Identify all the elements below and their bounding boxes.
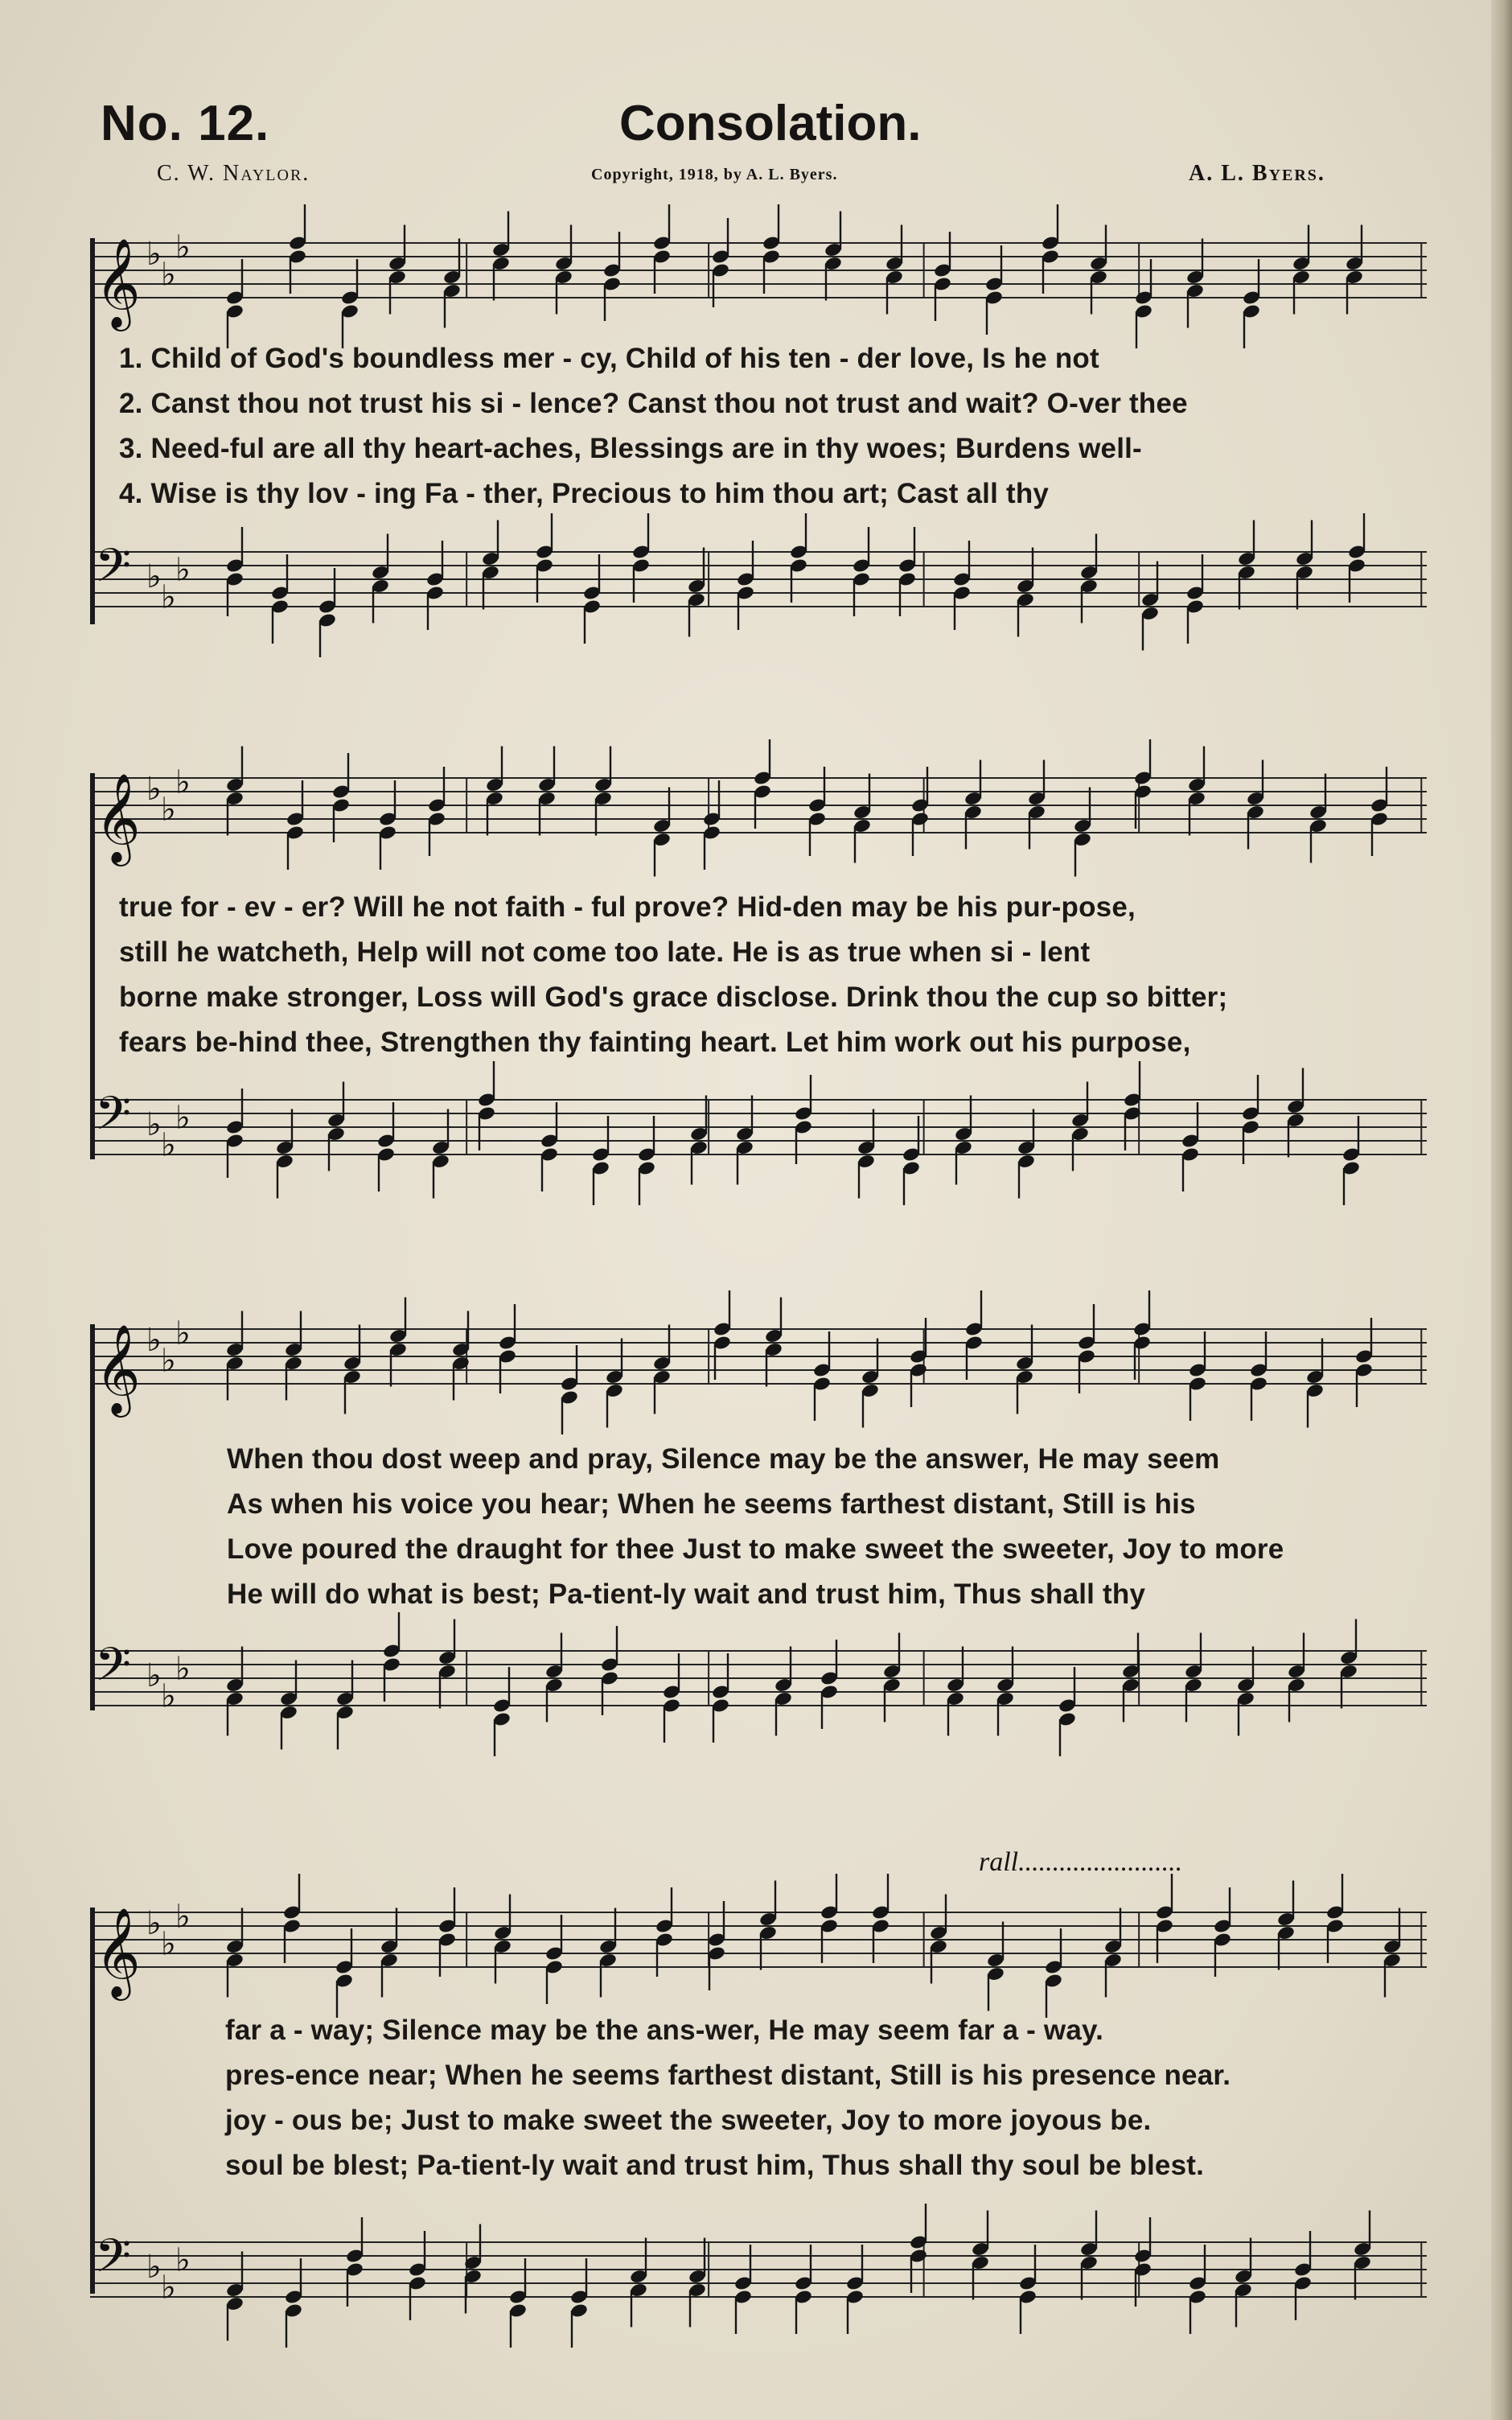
hymn-title: Consolation. — [619, 96, 922, 151]
lyric-verse-4: soul be blest; Pa-tient-ly wait and trust him, Thus shall thy soul be blest. — [225, 2150, 1205, 2181]
svg-text:♭: ♭ — [175, 1099, 191, 1137]
lyricist-credit: C. W. Naylor. — [157, 161, 310, 186]
lyrics-block-3 — [227, 1437, 1512, 1617]
svg-text:♭: ♭ — [146, 1657, 162, 1694]
lyric-verse-3: 3. Need-ful are all thy heart-aches, Blessings are in thy woes; Burdens well- — [119, 433, 1142, 464]
svg-text:♭: ♭ — [175, 1650, 191, 1688]
lyrics-block-1 — [119, 336, 1438, 517]
svg-text:♭: ♭ — [175, 2241, 191, 2279]
lyric-verse-1: 1. Child of God's boundless mer - cy, Child of his ten - der love, Is he not — [119, 343, 1099, 374]
svg-text:♭: ♭ — [161, 1342, 176, 1380]
rallentando-marking: rall........................ — [979, 1847, 1183, 1877]
svg-text:♭: ♭ — [175, 228, 191, 266]
bass-staff-4 — [90, 2225, 1435, 2361]
svg-text:♭: ♭ — [161, 1126, 176, 1164]
svg-text:𝄢: 𝄢 — [95, 1086, 132, 1152]
svg-text:♭: ♭ — [146, 236, 162, 273]
lyric-verse-1: far a - way; Silence may be the ans-wer, He may seem far a - way. — [225, 2015, 1104, 2046]
svg-text:♭: ♭ — [175, 551, 191, 589]
svg-text:𝄢: 𝄢 — [95, 2229, 132, 2294]
hymn-number: No. 12. — [101, 96, 270, 151]
lyric-verse-2: As when his voice you hear; When he seems farthest distant, Still is his — [227, 1488, 1196, 1520]
treble-staff-3 — [90, 1311, 1435, 1448]
system-bar-3 — [90, 1311, 100, 1762]
system-bar-2 — [90, 760, 100, 1211]
svg-text:𝄞: 𝄞 — [95, 1323, 141, 1414]
bass-staff-3 — [90, 1633, 1435, 1770]
svg-text:♭: ♭ — [146, 1322, 162, 1359]
svg-text:♭: ♭ — [161, 578, 176, 616]
composer-credit: A. L. Byers. — [1189, 161, 1325, 186]
bass-staff-2 — [90, 1082, 1435, 1219]
svg-text:𝄞: 𝄞 — [95, 772, 141, 862]
svg-text:♭: ♭ — [175, 1898, 191, 1936]
lyric-verse-3: joy - ous be; Just to make sweet the sweeter, Joy to more joyous be. — [225, 2105, 1152, 2136]
system-bar-1 — [90, 225, 100, 676]
lyric-verse-2: 2. Canst thou not trust his si - lence? Canst thou not trust and wait? O-ver thee — [119, 388, 1188, 419]
system-bar-4 — [90, 1895, 100, 2345]
svg-text:♭: ♭ — [161, 1677, 176, 1715]
svg-text:𝄢: 𝄢 — [95, 538, 132, 604]
svg-text:♭: ♭ — [146, 558, 162, 595]
lyric-verse-1: When thou dost weep and pray, Silence may be the answer, He may seem — [227, 1443, 1220, 1475]
svg-text:♭: ♭ — [175, 1315, 191, 1352]
lyric-verse-4: fears be-hind thee, Strengthen thy fainting heart. Let him work out his purpose, — [119, 1027, 1191, 1058]
lyric-verse-4: 4. Wise is thy lov - ing Fa - ther, Precious to him thou art; Cast all thy — [119, 478, 1050, 509]
lyrics-block-2 — [119, 885, 1438, 1065]
svg-text:♭: ♭ — [161, 1925, 176, 1963]
treble-staff-2 — [90, 760, 1435, 897]
svg-text:♭: ♭ — [146, 1905, 162, 1942]
bass-staff-1 — [90, 534, 1435, 671]
svg-text:♭: ♭ — [146, 1106, 162, 1143]
lyric-verse-4: He will do what is best; Pa-tient-ly wait and trust him, Thus shall thy — [227, 1578, 1146, 1610]
svg-text:♭: ♭ — [161, 2269, 176, 2307]
lyric-verse-3: borne make stronger, Loss will God's grace disclose. Drink thou the cup so bitter; — [119, 982, 1228, 1013]
copyright-notice: Copyright, 1918, by A. L. Byers. — [591, 166, 838, 183]
svg-text:♭: ♭ — [175, 763, 191, 801]
lyric-verse-1: true for - ev - er? Will he not faith - ful prove? Hid-den may be his pur-pose, — [119, 891, 1136, 923]
svg-text:♭: ♭ — [146, 771, 162, 808]
svg-text:𝄞: 𝄞 — [95, 1907, 141, 1997]
svg-text:𝄞: 𝄞 — [95, 237, 141, 327]
lyric-verse-2: pres-ence near; When he seems farthest distant, Still is his presence near. — [225, 2060, 1231, 2091]
lyrics-block-4 — [225, 2008, 1512, 2188]
svg-text:♭: ♭ — [161, 791, 176, 829]
lyric-verse-2: still he watcheth, Help will not come too late. He is as true when si - lent — [119, 936, 1091, 968]
svg-text:♭: ♭ — [146, 2249, 162, 2286]
lyric-verse-3: Love poured the draught for thee Just to make sweet the sweeter, Joy to more — [227, 1533, 1284, 1565]
svg-text:𝄢: 𝄢 — [95, 1637, 132, 1703]
svg-text:♭: ♭ — [161, 256, 176, 294]
